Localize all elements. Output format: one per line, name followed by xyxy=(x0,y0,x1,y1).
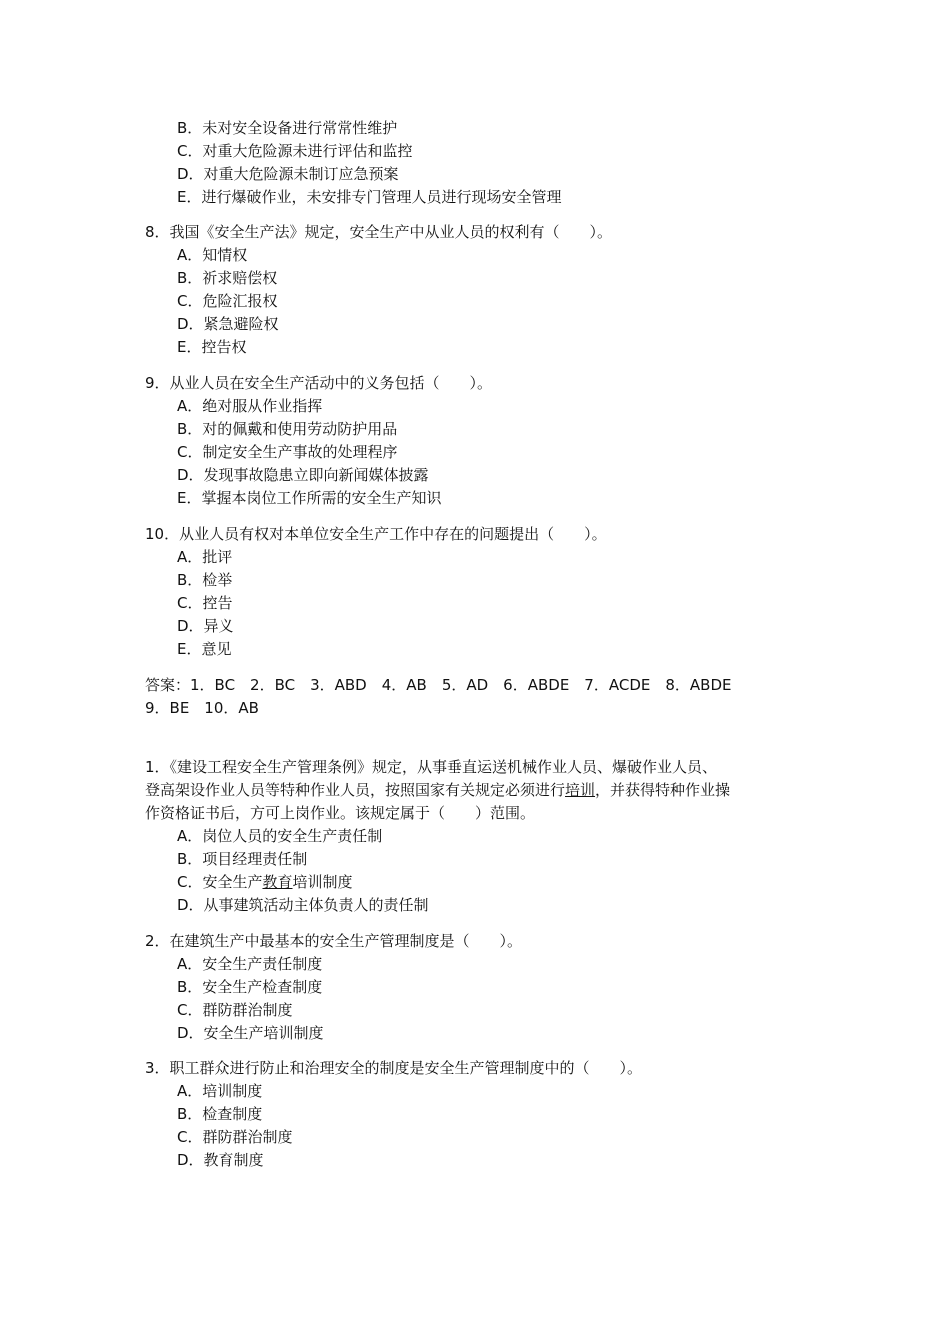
s2-question-3: 3．职工群众进行防止和治理安全的制度是安全生产管理制度中的（ ）。 xyxy=(145,1059,643,1077)
option-c: C．对重大危险源未进行评估和监控 xyxy=(177,142,413,160)
s2q3-option-d: D．教育制度 xyxy=(177,1151,264,1169)
q9-option-c: C．制定安全生产事故的处理程序 xyxy=(177,443,398,461)
q8-option-d: D．紧急避险权 xyxy=(177,315,279,333)
option-b: B．未对安全设备进行常常性维护 xyxy=(177,119,398,137)
s2-question-2: 2．在建筑生产中最基本的安全生产管理制度是（ ）。 xyxy=(145,932,523,950)
s2-question-1-line-1: 1．《建设工程安全生产管理条例》规定，从事垂直运送机械作业人员、爆破作业人员、 xyxy=(145,758,718,776)
q10-option-c: C．控告 xyxy=(177,594,233,612)
q8-option-c: C．危险汇报权 xyxy=(177,292,278,310)
s2q1-option-d: D．从事建筑活动主体负责人的责任制 xyxy=(177,896,429,914)
q10-option-e: E．意见 xyxy=(177,640,232,658)
question-8: 8．我国《安全生产法》规定，安全生产中从业人员的权利有（ ）。 xyxy=(145,223,613,241)
q10-option-a: A．批评 xyxy=(177,548,233,566)
question-9: 9．从业人员在安全生产活动中的义务包括（ ）。 xyxy=(145,374,493,392)
text-segment: 培训制度 xyxy=(292,873,353,891)
answer-key-line-2: 9．BE 10．AB xyxy=(145,699,259,717)
s2q3-option-b: B．检查制度 xyxy=(177,1105,263,1123)
education-link[interactable]: 教育 xyxy=(262,873,293,891)
q8-option-e: E．控告权 xyxy=(177,338,247,356)
s2q3-option-c: C．群防群治制度 xyxy=(177,1128,293,1146)
q9-option-e: E．掌握本岗位工作所需的安全生产知识 xyxy=(177,489,442,507)
s2q3-option-a: A．培训制度 xyxy=(177,1082,263,1100)
question-10: 10．从业人员有权对本单位安全生产工作中存在的问题提出（ ）。 xyxy=(145,525,607,543)
s2q2-option-c: C．群防群治制度 xyxy=(177,1001,293,1019)
s2q2-option-b: B．安全生产检查制度 xyxy=(177,978,323,996)
s2q2-option-a: A．安全生产责任制度 xyxy=(177,955,323,973)
s2q1-option-c xyxy=(177,871,353,894)
q8-option-a: A．知情权 xyxy=(177,246,248,264)
s2q1-option-a: A．岗位人员的安全生产责任制 xyxy=(177,827,383,845)
s2q2-option-d: D．安全生产培训制度 xyxy=(177,1024,324,1042)
option-d: D．对重大危险源未制订应急预案 xyxy=(177,165,399,183)
q10-option-d: D．异义 xyxy=(177,617,234,635)
s2q1-option-b: B．项目经理责任制 xyxy=(177,850,308,868)
text-segment: 登高架设作业人员等特种作业人员，按照国家有关规定必须进行 xyxy=(145,781,566,799)
option-e: E．进行爆破作业，未安排专门管理人员进行现场安全管理 xyxy=(177,188,562,206)
q9-option-b: B．对的佩戴和使用劳动防护用品 xyxy=(177,420,398,438)
text-segment: C．安全生产 xyxy=(177,873,263,891)
q9-option-a: A．绝对服从作业指挥 xyxy=(177,397,323,415)
s2-question-1-line-2 xyxy=(145,779,730,802)
q8-option-b: B．祈求赔偿权 xyxy=(177,269,278,287)
answer-key-line-1: 答案：1．BC 2．BC 3．ABD 4．AB 5．AD 6．ABDE 7．ACDE 8．ABDE xyxy=(145,676,732,694)
s2-question-1-line-3: 作资格证书后，方可上岗作业。该规定属于（ ）范围。 xyxy=(145,804,536,822)
q9-option-d: D．发现事故隐患立即向新闻媒体披露 xyxy=(177,466,429,484)
training-link[interactable]: 培训 xyxy=(565,781,596,799)
q10-option-b: B．检举 xyxy=(177,571,233,589)
text-segment: ，并获得特种作业操 xyxy=(595,781,731,799)
